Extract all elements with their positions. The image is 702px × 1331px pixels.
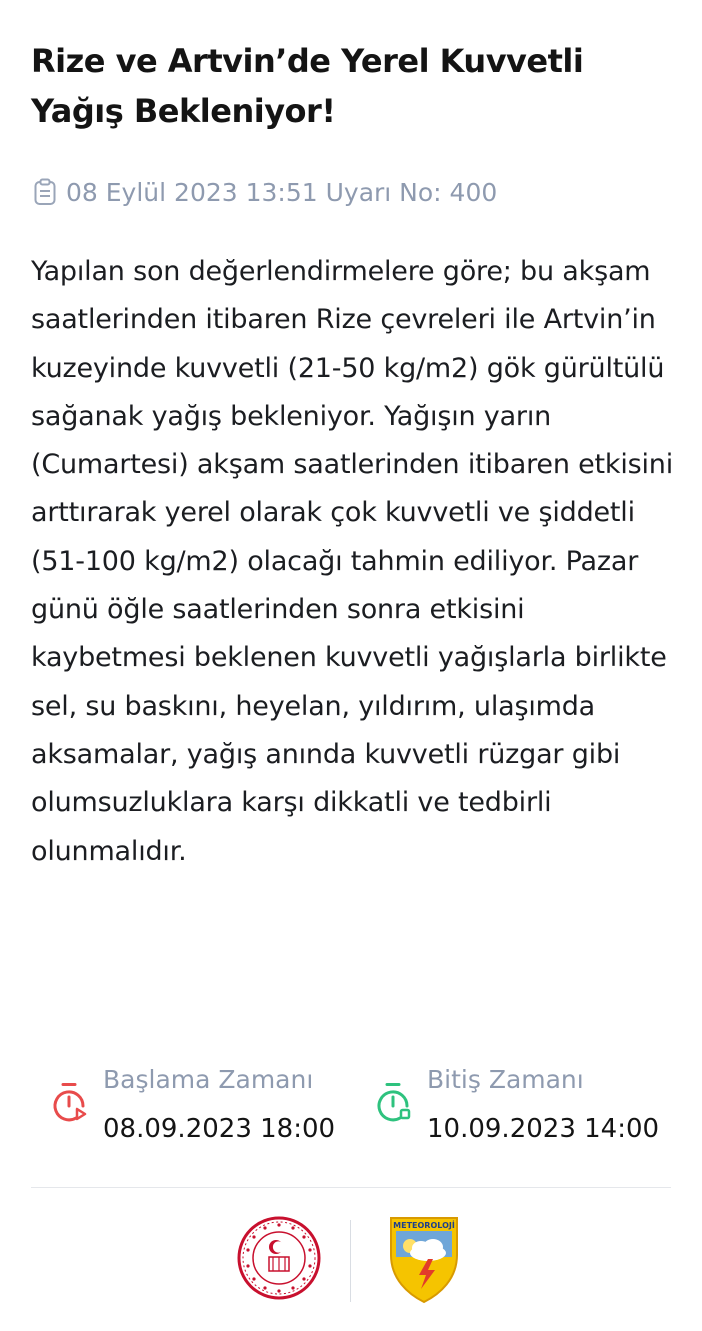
- ministry-seal-logo: [236, 1215, 322, 1305]
- end-time-label: Bitiş Zamanı: [427, 1065, 584, 1094]
- warning-times: [50, 1060, 682, 1150]
- stopwatch-end-icon: [374, 1082, 414, 1130]
- stopwatch-start-icon: [50, 1082, 90, 1130]
- calendar-icon: [33, 178, 57, 206]
- footer-logos: [0, 1212, 702, 1312]
- publish-date-warning-no: 08 Eylül 2023 13:51 Uyarı No: 400: [66, 177, 498, 207]
- divider: [31, 1187, 671, 1188]
- logo-separator: [350, 1220, 351, 1302]
- meteoroloji-shield-logo: [388, 1215, 460, 1309]
- end-time-value: 10.09.2023 14:00: [427, 1114, 660, 1144]
- start-time-label: Başlama Zamanı: [103, 1065, 314, 1094]
- svg-text:METEOROLOJİ: METEOROLOJİ: [393, 1221, 455, 1230]
- article-body: Yapılan son değerlendirmelere göre; bu akşam saatlerinden itibaren Rize çevreleri ile Artvin’in kuzeyinde kuvvetli (21-50 kg/m2) gök gürültülü sağanak yağış bekleniyor. Yağışın yarın (Cumartesi) akşam saatlerinden itibaren etkisini arttırarak yerel olarak çok kuvvetli ve şiddetli (51-100 kg/m2) olacağı tahmin ediliyor. Pazar günü öğle saatlerinden sonra etkisini kaybetmesi beklenen kuvvetli yağışlarla birlikte sel, su baskını, heyelan, yıldırım, ulaşımda aksamalar, yağış anında kuvvetli rüzgar gibi olumsuzluklara karşı dikkatli ve tedbirli olunmalıdır.: [31, 256, 674, 867]
- page-title: Rize ve Artvin’de Yerel Kuvvetli Yağış Bekleniyor!: [31, 42, 584, 130]
- start-time-value: 08.09.2023 18:00: [103, 1114, 336, 1144]
- article-meta: [33, 174, 497, 210]
